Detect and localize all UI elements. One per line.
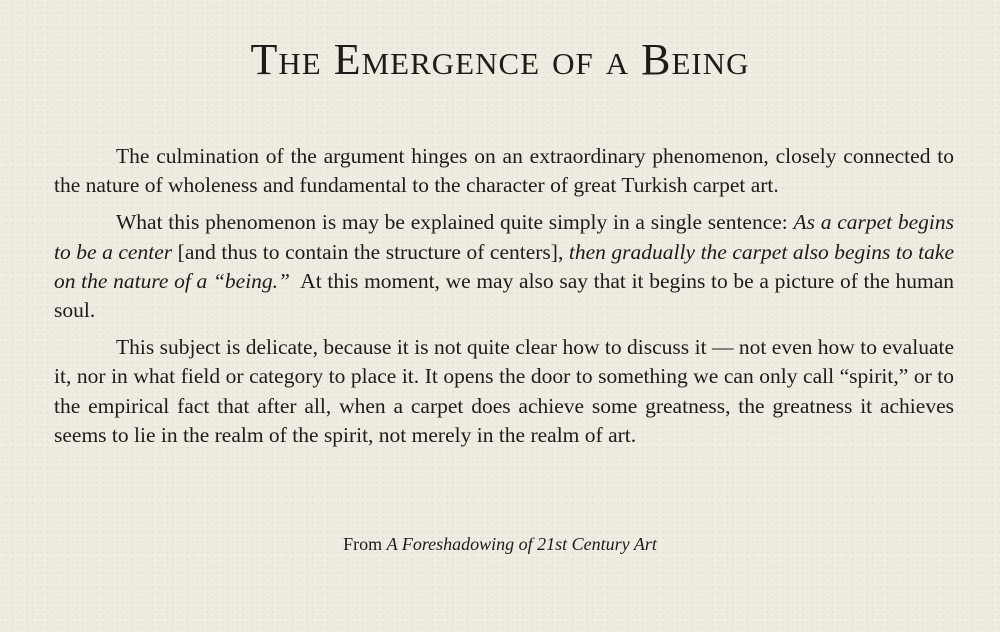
paragraph-2-bracket: [and thus to contain the structure of centers], bbox=[177, 239, 564, 264]
page-title: The Emergence of a Being bbox=[250, 35, 750, 84]
source-citation bbox=[0, 531, 1000, 557]
paragraph-2 bbox=[54, 208, 954, 325]
paragraph-3: This subject is delicate, because it is not quite clear how to discuss it — not even how to evaluate it, nor in what field or category to place it. It opens the door to something we can only call “spirit,” or to the empirical fact that after all, when a carpet does achieve some greatness, the greatness it achieves seems to lie in the realm of the spirit, not merely in the realm of art. bbox=[54, 335, 954, 447]
paragraph-2-outro: At this moment, we may also say that it begins to be a picture of the human soul. bbox=[54, 268, 954, 323]
paragraph-2-italic-2: then gradually the carpet also begins to take on the nature of a “being.” bbox=[54, 239, 954, 293]
source-work-title: A Foreshadowing of 21st Century Art bbox=[386, 534, 657, 554]
body-text bbox=[54, 142, 954, 458]
paragraph-2-italic-1: As a carpet begins to be a center bbox=[54, 210, 955, 264]
paragraph-2-intro: What this phenomenon is may be explained quite simply in a single sentence: bbox=[116, 210, 788, 235]
source-prefix: From bbox=[343, 534, 383, 554]
paragraph-1: The culmination of the argument hinges on an extraordinary phenomenon, closely connected to the nature of wholeness and fundamental to the character of great Turkish carpet art. bbox=[54, 144, 954, 198]
